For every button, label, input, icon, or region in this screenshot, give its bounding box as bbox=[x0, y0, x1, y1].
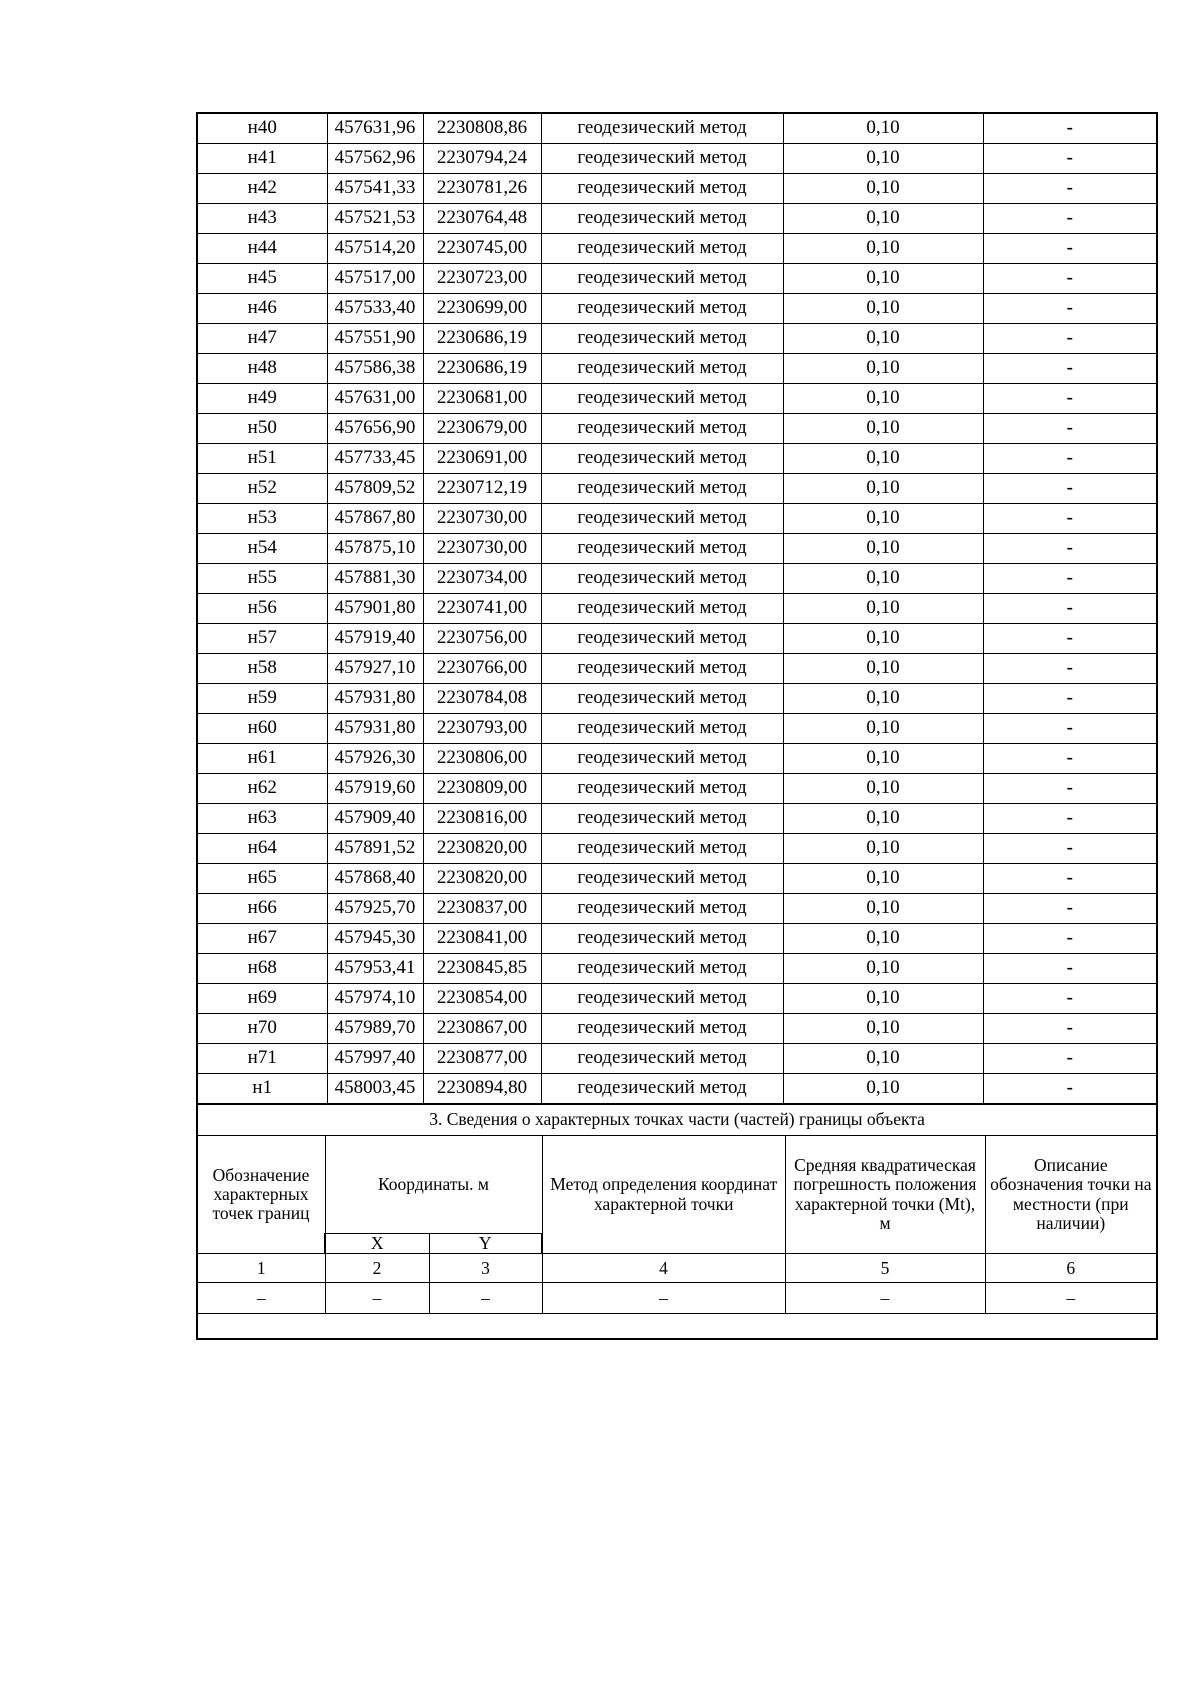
coord-x: 457926,30 bbox=[327, 744, 423, 774]
section3-table bbox=[196, 1104, 1158, 1340]
method: геодезический метод bbox=[541, 954, 783, 984]
coord-x: 457875,10 bbox=[327, 534, 423, 564]
coord-x: 457517,00 bbox=[327, 264, 423, 294]
mt-value: 0,10 bbox=[783, 984, 983, 1014]
coord-y: 2230808,86 bbox=[423, 113, 541, 144]
method: геодезический метод bbox=[541, 564, 783, 594]
method: геодезический метод bbox=[541, 324, 783, 354]
point-row bbox=[197, 594, 1157, 624]
method: геодезический метод bbox=[541, 1014, 783, 1044]
point-name: н70 bbox=[197, 1014, 327, 1044]
point-row bbox=[197, 1014, 1157, 1044]
mt-value: 0,10 bbox=[783, 954, 983, 984]
method: геодезический метод bbox=[541, 234, 783, 264]
header-description: Описание обозначения точки на местности (при наличии) bbox=[985, 1136, 1157, 1254]
coord-x: 457927,10 bbox=[327, 654, 423, 684]
point-name: н44 bbox=[197, 234, 327, 264]
coord-x: 457909,40 bbox=[327, 804, 423, 834]
coord-x: 457868,40 bbox=[327, 864, 423, 894]
method: геодезический метод bbox=[541, 864, 783, 894]
coord-y: 2230820,00 bbox=[423, 864, 541, 894]
point-row bbox=[197, 774, 1157, 804]
point-name: н54 bbox=[197, 534, 327, 564]
point-name: н60 bbox=[197, 714, 327, 744]
header-designation: Обозначение характерных точек границ bbox=[197, 1136, 325, 1254]
mt-value: 0,10 bbox=[783, 474, 983, 504]
point-row bbox=[197, 204, 1157, 234]
coord-y: 2230681,00 bbox=[423, 384, 541, 414]
mt-value: 0,10 bbox=[783, 294, 983, 324]
method: геодезический метод bbox=[541, 924, 783, 954]
coord-x: 457919,60 bbox=[327, 774, 423, 804]
description: - bbox=[983, 1014, 1157, 1044]
description: - bbox=[983, 654, 1157, 684]
mt-value: 0,10 bbox=[783, 744, 983, 774]
header-mt: Средняя квадратическая погрешность положения характерной точки (Mt), м bbox=[785, 1136, 985, 1254]
description: - bbox=[983, 594, 1157, 624]
coord-y: 2230867,00 bbox=[423, 1014, 541, 1044]
point-name: н63 bbox=[197, 804, 327, 834]
point-name: н52 bbox=[197, 474, 327, 504]
mt-value: 0,10 bbox=[783, 354, 983, 384]
description: - bbox=[983, 744, 1157, 774]
coord-x: 457514,20 bbox=[327, 234, 423, 264]
method: геодезический метод bbox=[541, 654, 783, 684]
method: геодезический метод bbox=[541, 354, 783, 384]
point-row bbox=[197, 1074, 1157, 1104]
point-name: н58 bbox=[197, 654, 327, 684]
coord-y: 2230766,00 bbox=[423, 654, 541, 684]
description: - bbox=[983, 294, 1157, 324]
coord-x: 457931,80 bbox=[327, 714, 423, 744]
mt-value: 0,10 bbox=[783, 414, 983, 444]
method: геодезический метод bbox=[541, 174, 783, 204]
coord-y: 2230794,24 bbox=[423, 144, 541, 174]
point-name: н53 bbox=[197, 504, 327, 534]
point-row bbox=[197, 144, 1157, 174]
point-row bbox=[197, 564, 1157, 594]
point-name: н61 bbox=[197, 744, 327, 774]
coord-x: 457656,90 bbox=[327, 414, 423, 444]
coord-x: 457521,53 bbox=[327, 204, 423, 234]
coord-y: 2230691,00 bbox=[423, 444, 541, 474]
point-name: н42 bbox=[197, 174, 327, 204]
mt-value: 0,10 bbox=[783, 564, 983, 594]
coord-x: 457733,45 bbox=[327, 444, 423, 474]
mt-value: 0,10 bbox=[783, 444, 983, 474]
coord-y: 2230820,00 bbox=[423, 834, 541, 864]
description: - bbox=[983, 414, 1157, 444]
point-name: н59 bbox=[197, 684, 327, 714]
coord-x: 457945,30 bbox=[327, 924, 423, 954]
point-row bbox=[197, 684, 1157, 714]
method: геодезический метод bbox=[541, 714, 783, 744]
point-name: н66 bbox=[197, 894, 327, 924]
point-row bbox=[197, 744, 1157, 774]
header-y: Y bbox=[429, 1234, 542, 1254]
method: геодезический метод bbox=[541, 804, 783, 834]
description: - bbox=[983, 924, 1157, 954]
point-name: н51 bbox=[197, 444, 327, 474]
method: геодезический метод bbox=[541, 294, 783, 324]
description: - bbox=[983, 324, 1157, 354]
method: геодезический метод bbox=[541, 1044, 783, 1074]
point-name: н68 bbox=[197, 954, 327, 984]
coord-x: 457809,52 bbox=[327, 474, 423, 504]
coord-x: 457925,70 bbox=[327, 894, 423, 924]
description: - bbox=[983, 714, 1157, 744]
coord-y: 2230816,00 bbox=[423, 804, 541, 834]
method: геодезический метод bbox=[541, 504, 783, 534]
point-row bbox=[197, 474, 1157, 504]
method: геодезический метод bbox=[541, 774, 783, 804]
mt-value: 0,10 bbox=[783, 1044, 983, 1074]
header-method: Метод определения координат характерной точки bbox=[542, 1136, 785, 1254]
point-row bbox=[197, 294, 1157, 324]
method: геодезический метод bbox=[541, 204, 783, 234]
description: - bbox=[983, 954, 1157, 984]
coord-y: 2230784,08 bbox=[423, 684, 541, 714]
coord-y: 2230806,00 bbox=[423, 744, 541, 774]
mt-value: 0,10 bbox=[783, 654, 983, 684]
point-row bbox=[197, 414, 1157, 444]
empty-data-row bbox=[197, 1283, 1157, 1314]
point-row bbox=[197, 354, 1157, 384]
description: - bbox=[983, 384, 1157, 414]
coord-x: 457997,40 bbox=[327, 1044, 423, 1074]
coord-x: 457541,33 bbox=[327, 174, 423, 204]
point-name: н41 bbox=[197, 144, 327, 174]
coord-x: 457586,38 bbox=[327, 354, 423, 384]
point-row bbox=[197, 174, 1157, 204]
mt-value: 0,10 bbox=[783, 594, 983, 624]
coord-x: 457974,10 bbox=[327, 984, 423, 1014]
description: - bbox=[983, 444, 1157, 474]
column-number: 4 bbox=[542, 1254, 785, 1283]
coord-x: 457901,80 bbox=[327, 594, 423, 624]
description: - bbox=[983, 774, 1157, 804]
coord-x: 457881,30 bbox=[327, 564, 423, 594]
mt-value: 0,10 bbox=[783, 834, 983, 864]
coord-y: 2230894,80 bbox=[423, 1074, 541, 1104]
coord-x: 457931,80 bbox=[327, 684, 423, 714]
point-name: н46 bbox=[197, 294, 327, 324]
description: - bbox=[983, 564, 1157, 594]
coord-x: 457631,96 bbox=[327, 113, 423, 144]
point-row bbox=[197, 954, 1157, 984]
coord-y: 2230734,00 bbox=[423, 564, 541, 594]
empty-cell: – bbox=[325, 1283, 429, 1314]
description: - bbox=[983, 174, 1157, 204]
description: - bbox=[983, 204, 1157, 234]
description: - bbox=[983, 144, 1157, 174]
mt-value: 0,10 bbox=[783, 864, 983, 894]
method: геодезический метод bbox=[541, 894, 783, 924]
point-row bbox=[197, 984, 1157, 1014]
mt-value: 0,10 bbox=[783, 504, 983, 534]
mt-value: 0,10 bbox=[783, 264, 983, 294]
coord-y: 2230730,00 bbox=[423, 534, 541, 564]
description: - bbox=[983, 1074, 1157, 1104]
mt-value: 0,10 bbox=[783, 534, 983, 564]
coord-x: 457562,96 bbox=[327, 144, 423, 174]
point-row bbox=[197, 384, 1157, 414]
coord-y: 2230877,00 bbox=[423, 1044, 541, 1074]
method: геодезический метод bbox=[541, 384, 783, 414]
coord-y: 2230730,00 bbox=[423, 504, 541, 534]
method: геодезический метод bbox=[541, 834, 783, 864]
point-name: н50 bbox=[197, 414, 327, 444]
point-name: н69 bbox=[197, 984, 327, 1014]
boundary-points-table bbox=[196, 112, 1158, 1104]
point-row bbox=[197, 324, 1157, 354]
mt-value: 0,10 bbox=[783, 324, 983, 354]
description: - bbox=[983, 684, 1157, 714]
point-row bbox=[197, 714, 1157, 744]
mt-value: 0,10 bbox=[783, 714, 983, 744]
coord-y: 2230723,00 bbox=[423, 264, 541, 294]
description: - bbox=[983, 534, 1157, 564]
coord-y: 2230745,00 bbox=[423, 234, 541, 264]
coord-y: 2230809,00 bbox=[423, 774, 541, 804]
point-name: н47 bbox=[197, 324, 327, 354]
point-row bbox=[197, 113, 1157, 144]
point-name: н62 bbox=[197, 774, 327, 804]
coord-y: 2230793,00 bbox=[423, 714, 541, 744]
point-name: н43 bbox=[197, 204, 327, 234]
mt-value: 0,10 bbox=[783, 894, 983, 924]
mt-value: 0,10 bbox=[783, 924, 983, 954]
point-name: н56 bbox=[197, 594, 327, 624]
method: геодезический метод bbox=[541, 444, 783, 474]
column-number: 3 bbox=[429, 1254, 542, 1283]
mt-value: 0,10 bbox=[783, 624, 983, 654]
method: геодезический метод bbox=[541, 684, 783, 714]
method: геодезический метод bbox=[541, 474, 783, 504]
boundary-points-body bbox=[197, 113, 1157, 1104]
coord-y: 2230741,00 bbox=[423, 594, 541, 624]
method: геодезический метод bbox=[541, 534, 783, 564]
empty-cell: – bbox=[197, 1283, 325, 1314]
coord-y: 2230756,00 bbox=[423, 624, 541, 654]
point-row bbox=[197, 534, 1157, 564]
description: - bbox=[983, 834, 1157, 864]
method: геодезический метод bbox=[541, 144, 783, 174]
description: - bbox=[983, 804, 1157, 834]
header-x: X bbox=[325, 1234, 429, 1254]
point-row bbox=[197, 654, 1157, 684]
description: - bbox=[983, 504, 1157, 534]
coord-y: 2230781,26 bbox=[423, 174, 541, 204]
point-name: н49 bbox=[197, 384, 327, 414]
coord-y: 2230712,19 bbox=[423, 474, 541, 504]
description: - bbox=[983, 264, 1157, 294]
description: - bbox=[983, 984, 1157, 1014]
point-name: н65 bbox=[197, 864, 327, 894]
point-name: н71 bbox=[197, 1044, 327, 1074]
coord-x: 457533,40 bbox=[327, 294, 423, 324]
point-name: н45 bbox=[197, 264, 327, 294]
method: геодезический метод bbox=[541, 1074, 783, 1104]
mt-value: 0,10 bbox=[783, 804, 983, 834]
column-numbers-row bbox=[197, 1254, 1157, 1283]
point-row bbox=[197, 624, 1157, 654]
mt-value: 0,10 bbox=[783, 204, 983, 234]
column-number: 5 bbox=[785, 1254, 985, 1283]
description: - bbox=[983, 474, 1157, 504]
coord-x: 457989,70 bbox=[327, 1014, 423, 1044]
mt-value: 0,10 bbox=[783, 1074, 983, 1104]
point-row bbox=[197, 924, 1157, 954]
description: - bbox=[983, 864, 1157, 894]
point-name: н1 bbox=[197, 1074, 327, 1104]
coord-y: 2230837,00 bbox=[423, 894, 541, 924]
coord-y: 2230679,00 bbox=[423, 414, 541, 444]
coord-x: 457631,00 bbox=[327, 384, 423, 414]
point-row bbox=[197, 864, 1157, 894]
point-name: н55 bbox=[197, 564, 327, 594]
method: геодезический метод bbox=[541, 414, 783, 444]
coord-x: 457919,40 bbox=[327, 624, 423, 654]
mt-value: 0,10 bbox=[783, 774, 983, 804]
empty-cell: – bbox=[429, 1283, 542, 1314]
empty-cell: – bbox=[985, 1283, 1157, 1314]
point-name: н67 bbox=[197, 924, 327, 954]
method: геодезический метод bbox=[541, 984, 783, 1014]
coord-y: 2230686,19 bbox=[423, 354, 541, 384]
point-row bbox=[197, 504, 1157, 534]
point-row bbox=[197, 894, 1157, 924]
point-row bbox=[197, 834, 1157, 864]
method: геодезический метод bbox=[541, 264, 783, 294]
method: геодезический метод bbox=[541, 594, 783, 624]
coord-y: 2230764,48 bbox=[423, 204, 541, 234]
point-row bbox=[197, 234, 1157, 264]
point-name: н64 bbox=[197, 834, 327, 864]
blank-row bbox=[197, 1314, 1157, 1340]
description: - bbox=[983, 1044, 1157, 1074]
point-row bbox=[197, 264, 1157, 294]
method: геодезический метод bbox=[541, 744, 783, 774]
coord-y: 2230699,00 bbox=[423, 294, 541, 324]
mt-value: 0,10 bbox=[783, 234, 983, 264]
coord-x: 457551,90 bbox=[327, 324, 423, 354]
coord-x: 457867,80 bbox=[327, 504, 423, 534]
coord-x: 457953,41 bbox=[327, 954, 423, 984]
coord-x: 457891,52 bbox=[327, 834, 423, 864]
method: геодезический метод bbox=[541, 624, 783, 654]
document-sheet bbox=[196, 112, 1156, 1340]
coord-y: 2230845,85 bbox=[423, 954, 541, 984]
method: геодезический метод bbox=[541, 113, 783, 144]
empty-cell: – bbox=[542, 1283, 785, 1314]
point-name: н57 bbox=[197, 624, 327, 654]
description: - bbox=[983, 894, 1157, 924]
column-number: 1 bbox=[197, 1254, 325, 1283]
description: - bbox=[983, 113, 1157, 144]
point-row bbox=[197, 1044, 1157, 1074]
description: - bbox=[983, 354, 1157, 384]
mt-value: 0,10 bbox=[783, 684, 983, 714]
header-coordinates: Координаты. м bbox=[325, 1136, 542, 1234]
point-row bbox=[197, 804, 1157, 834]
coord-y: 2230686,19 bbox=[423, 324, 541, 354]
coord-y: 2230841,00 bbox=[423, 924, 541, 954]
mt-value: 0,10 bbox=[783, 144, 983, 174]
description: - bbox=[983, 234, 1157, 264]
section3-title: 3. Сведения о характерных точках части (частей) границы объекта bbox=[197, 1105, 1157, 1136]
mt-value: 0,10 bbox=[783, 174, 983, 204]
coord-x: 458003,45 bbox=[327, 1074, 423, 1104]
column-number: 2 bbox=[325, 1254, 429, 1283]
point-name: н48 bbox=[197, 354, 327, 384]
blank-cell bbox=[197, 1314, 1157, 1340]
point-row bbox=[197, 444, 1157, 474]
description: - bbox=[983, 624, 1157, 654]
empty-cell: – bbox=[785, 1283, 985, 1314]
mt-value: 0,10 bbox=[783, 1014, 983, 1044]
mt-value: 0,10 bbox=[783, 113, 983, 144]
mt-value: 0,10 bbox=[783, 384, 983, 414]
coord-y: 2230854,00 bbox=[423, 984, 541, 1014]
point-name: н40 bbox=[197, 113, 327, 144]
column-number: 6 bbox=[985, 1254, 1157, 1283]
